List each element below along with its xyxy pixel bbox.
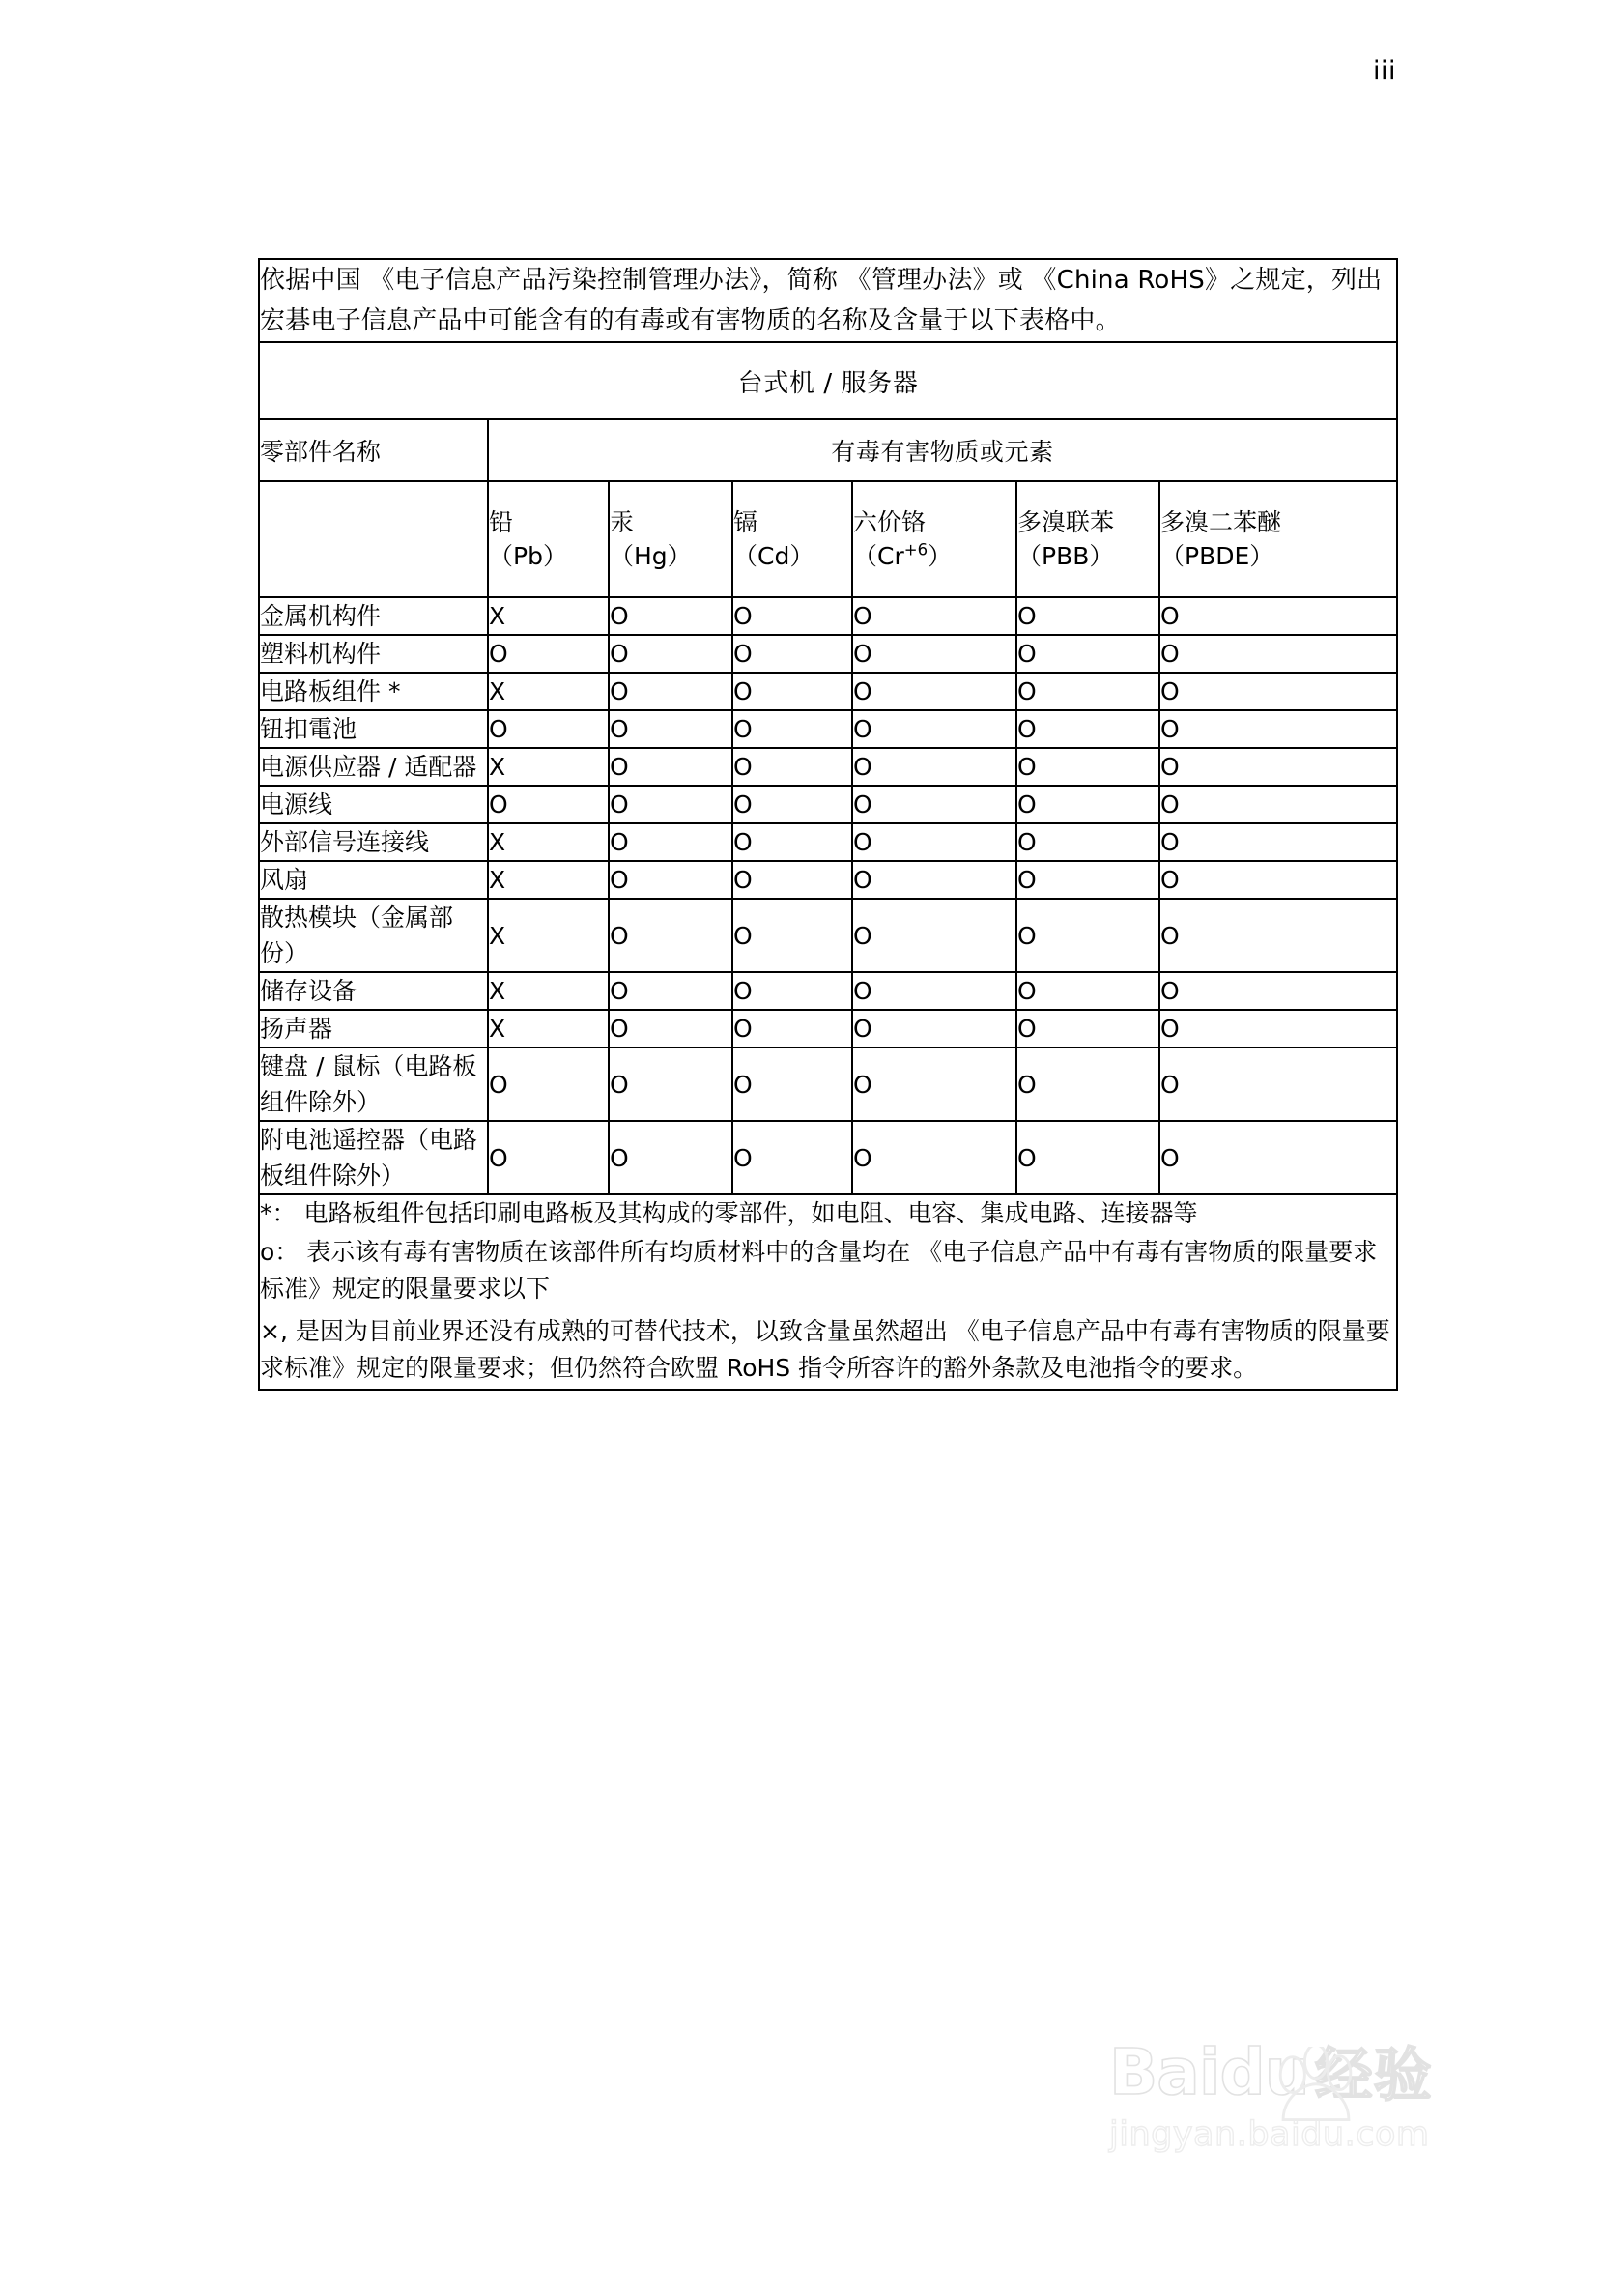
value-cr: O	[852, 972, 1016, 1010]
header-element-hg	[609, 481, 732, 597]
table-row	[259, 786, 1397, 823]
element-name-pbb: 多溴联苯	[1017, 507, 1115, 536]
intro-row	[259, 259, 1397, 342]
value-cd: O	[732, 786, 852, 823]
value-cr: O	[852, 673, 1016, 710]
element-name-pb: 铅	[489, 507, 514, 536]
table-row	[259, 899, 1397, 972]
value-cd: O	[732, 635, 852, 673]
watermark-brand	[1109, 2035, 1496, 2109]
value-cd: O	[732, 710, 852, 748]
value-pbb: O	[1016, 972, 1159, 1010]
value-pbde: O	[1159, 1121, 1397, 1194]
value-cd: O	[732, 1121, 852, 1194]
value-pbb: O	[1016, 861, 1159, 899]
note-asterisk: *： 电路板组件包括印刷电路板及其构成的零部件，如电阻、电容、集成电路、连接器等	[260, 1199, 1198, 1228]
china-rohs-table	[258, 258, 1398, 1391]
value-cr: O	[852, 861, 1016, 899]
header-element-pbb	[1016, 481, 1159, 597]
value-cd: O	[732, 861, 852, 899]
value-pbde: O	[1159, 1048, 1397, 1121]
part-name: 塑料机构件	[259, 635, 488, 673]
watermark-brand-latin: Baidu	[1109, 2035, 1309, 2109]
table-row	[259, 1010, 1397, 1048]
value-pbb: O	[1016, 748, 1159, 786]
value-cr: O	[852, 748, 1016, 786]
value-cr: O	[852, 1121, 1016, 1194]
value-pb: O	[488, 1048, 609, 1121]
value-hg: O	[609, 673, 732, 710]
value-cr: O	[852, 635, 1016, 673]
header-element-pb	[488, 481, 609, 597]
value-pbb: O	[1016, 710, 1159, 748]
value-cd: O	[732, 823, 852, 861]
value-cd: O	[732, 673, 852, 710]
note-x: ×, 是因为目前业界还没有成熟的可替代技术，以致含量虽然超出 《电子信息产品中有毒有害物质的限量要求标准》规定的限量要求；但仍然符合欧盟 RoHS 指令所容许的豁外条款及电池指令的要求。	[260, 1317, 1390, 1383]
table-row	[259, 1048, 1397, 1121]
value-hg: O	[609, 1048, 732, 1121]
value-cd: O	[732, 1048, 852, 1121]
part-name: 扬声器	[259, 1010, 488, 1048]
element-name-cr: 六价铬	[853, 507, 927, 536]
header-element-pbde	[1159, 481, 1397, 597]
value-hg: O	[609, 1010, 732, 1048]
table-row	[259, 673, 1397, 710]
table-notes	[259, 1194, 1397, 1390]
value-cd: O	[732, 972, 852, 1010]
value-pbde: O	[1159, 710, 1397, 748]
value-cr: O	[852, 1010, 1016, 1048]
value-pbb: O	[1016, 1048, 1159, 1121]
value-pbb: O	[1016, 786, 1159, 823]
value-pb: X	[488, 748, 609, 786]
product-type-label: 台式机 / 服务器	[259, 342, 1397, 419]
part-name: 电源线	[259, 786, 488, 823]
watermark-url: jingyan.baidu.com	[1109, 2115, 1430, 2154]
intro-paragraph: 依据中国 《电子信息产品污染控制管理办法》，简称 《管理办法》或 《China RoHS》之规定，列出宏碁电子信息产品中可能含有的有毒或有害物质的名称及含量于以下表格中。	[259, 259, 1397, 342]
value-cr: O	[852, 710, 1016, 748]
value-cr: O	[852, 597, 1016, 635]
baidu-jingyan-watermark	[1109, 2035, 1496, 2215]
value-pbde: O	[1159, 673, 1397, 710]
value-cd: O	[732, 1010, 852, 1048]
value-pbde: O	[1159, 635, 1397, 673]
value-pbde: O	[1159, 861, 1397, 899]
table-row	[259, 1121, 1397, 1194]
header-substances: 有毒有害物质或元素	[488, 419, 1397, 481]
element-name-hg: 汞	[610, 507, 635, 536]
element-symbol-hg: （Hg）	[610, 542, 692, 571]
value-pbb: O	[1016, 1010, 1159, 1048]
value-hg: O	[609, 823, 732, 861]
value-pbde: O	[1159, 786, 1397, 823]
header-part-name: 零部件名称	[259, 419, 488, 481]
element-symbol-pb: （Pb）	[489, 542, 567, 571]
part-name: 电源供应器 / 适配器	[259, 748, 488, 786]
value-pb: X	[488, 861, 609, 899]
value-pb: X	[488, 1010, 609, 1048]
value-pbde: O	[1159, 972, 1397, 1010]
value-pb: X	[488, 673, 609, 710]
part-name: 钮扣電池	[259, 710, 488, 748]
watermark-brand-cn: 经验	[1314, 2042, 1433, 2109]
part-name: 附电池遥控器（电路板组件除外）	[259, 1121, 488, 1194]
value-cr: O	[852, 823, 1016, 861]
element-symbol-cd: （Cd）	[733, 542, 814, 571]
value-pb: X	[488, 823, 609, 861]
part-name: 散热模块（金属部份）	[259, 899, 488, 972]
header-row-main	[259, 419, 1397, 481]
element-symbol-cr-tail: ）	[928, 542, 953, 571]
value-pbde: O	[1159, 823, 1397, 861]
element-symbol-cr: （Cr	[853, 542, 904, 571]
element-symbol-pbde: （PBDE）	[1160, 542, 1274, 571]
value-pb: O	[488, 786, 609, 823]
value-pbb: O	[1016, 899, 1159, 972]
value-pbb: O	[1016, 635, 1159, 673]
note-o: o： 表示该有毒有害物质在该部件所有均质材料中的含量均在 《电子信息产品中有毒有害物质的限量要求标准》规定的限量要求以下	[260, 1238, 1378, 1304]
table-row	[259, 710, 1397, 748]
table-row	[259, 597, 1397, 635]
element-symbol-pbb: （PBB）	[1017, 542, 1114, 571]
paw-print-icon	[1264, 2047, 1368, 2136]
value-hg: O	[609, 635, 732, 673]
value-pbb: O	[1016, 823, 1159, 861]
part-name: 金属机构件	[259, 597, 488, 635]
value-hg: O	[609, 861, 732, 899]
value-pb: O	[488, 1121, 609, 1194]
part-name: 风扇	[259, 861, 488, 899]
value-pb: O	[488, 710, 609, 748]
table-row	[259, 972, 1397, 1010]
element-superscript-cr: +6	[903, 540, 929, 560]
part-name: 储存设备	[259, 972, 488, 1010]
product-type-row	[259, 342, 1397, 419]
header-element-cr	[852, 481, 1016, 597]
value-pbb: O	[1016, 673, 1159, 710]
table-row	[259, 823, 1397, 861]
part-name: 键盘 / 鼠标（电路板组件除外）	[259, 1048, 488, 1121]
notes-row	[259, 1194, 1397, 1390]
value-hg: O	[609, 786, 732, 823]
table-row	[259, 635, 1397, 673]
value-pbde: O	[1159, 748, 1397, 786]
value-pb: X	[488, 972, 609, 1010]
value-pb: O	[488, 635, 609, 673]
value-cr: O	[852, 1048, 1016, 1121]
value-pbde: O	[1159, 899, 1397, 972]
table-row	[259, 861, 1397, 899]
value-hg: O	[609, 1121, 732, 1194]
value-hg: O	[609, 710, 732, 748]
value-hg: O	[609, 972, 732, 1010]
value-pb: X	[488, 899, 609, 972]
element-name-pbde: 多溴二苯醚	[1160, 507, 1282, 536]
part-name: 外部信号连接线	[259, 823, 488, 861]
value-cd: O	[732, 597, 852, 635]
value-pbb: O	[1016, 597, 1159, 635]
value-cd: O	[732, 748, 852, 786]
value-pbde: O	[1159, 1010, 1397, 1048]
value-pb: X	[488, 597, 609, 635]
value-cr: O	[852, 786, 1016, 823]
element-name-cd: 镉	[733, 507, 758, 536]
table-row	[259, 748, 1397, 786]
page-number: iii	[1372, 56, 1396, 86]
value-hg: O	[609, 597, 732, 635]
header-element-cd	[732, 481, 852, 597]
value-cd: O	[732, 899, 852, 972]
value-cr: O	[852, 899, 1016, 972]
value-hg: O	[609, 899, 732, 972]
header-row-elements	[259, 481, 1397, 597]
part-name: 电路板组件 *	[259, 673, 488, 710]
value-pbb: O	[1016, 1121, 1159, 1194]
value-hg: O	[609, 748, 732, 786]
header-blank-cell	[259, 481, 488, 597]
value-pbde: O	[1159, 597, 1397, 635]
